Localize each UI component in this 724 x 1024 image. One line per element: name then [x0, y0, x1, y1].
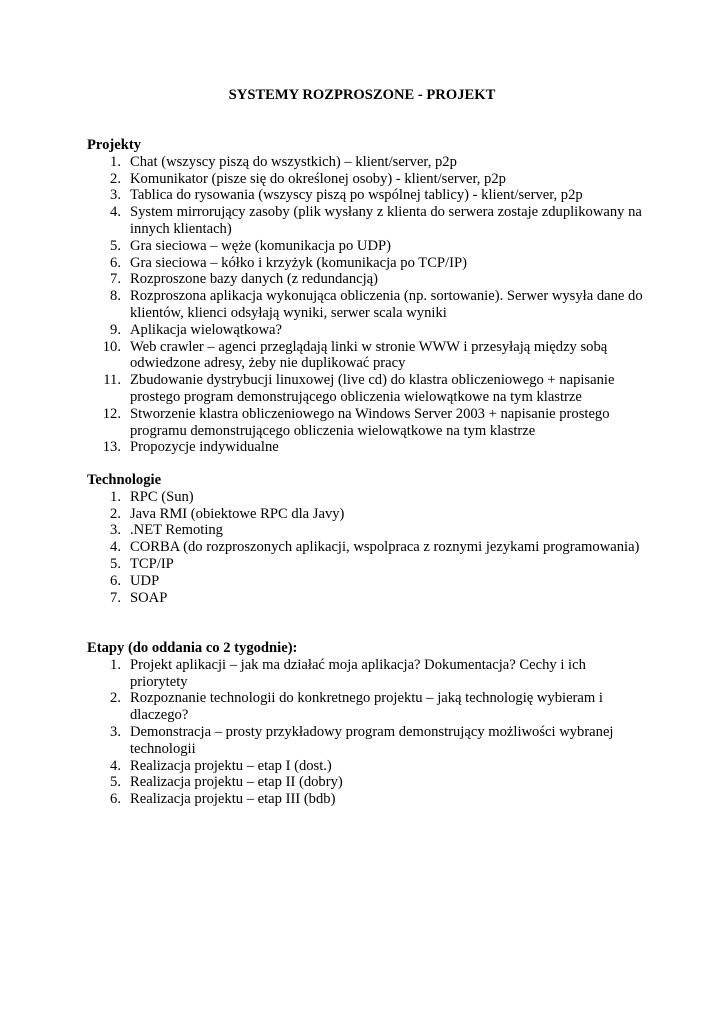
list-item-text: Web crawler – agenci przeglądają linki w stronie WWW i przesyłają między sobą odwiedzone adresy, żeby nie duplikować pracy	[130, 338, 608, 372]
list-item	[87, 171, 647, 188]
list-item-text: Propozycje indywidualne	[130, 439, 279, 456]
list-item-number: 5.	[110, 237, 121, 254]
list-item	[87, 791, 647, 808]
list-item	[87, 439, 647, 456]
list-item	[87, 187, 647, 204]
list-item-number: 6.	[110, 572, 121, 589]
list-item-number: 6.	[110, 254, 121, 271]
section-projekty	[87, 137, 647, 456]
list-item	[87, 406, 647, 440]
list-item-text: CORBA (do rozproszonych aplikacji, wspolpraca z roznymi jezykami programowania)	[130, 539, 640, 556]
list-item-text: Rozpoznanie technologii do konkretnego projektu – jaką technologię wybieram i dlaczego?	[130, 690, 603, 724]
list-item-number: 3.	[110, 187, 121, 204]
list-item	[87, 522, 647, 539]
list-item-number: 4.	[110, 539, 121, 556]
list-item-number: 8.	[110, 288, 121, 305]
list-item-number: 9.	[110, 321, 121, 338]
list-item	[87, 489, 647, 506]
list-item-text: Tablica do rysowania (wszyscy piszą po wspólnej tablicy) - klient/server, p2p	[130, 187, 583, 204]
list-item-number: 5.	[110, 555, 121, 572]
list-item	[87, 322, 647, 339]
list-item-text: SOAP	[130, 589, 168, 606]
list-item-text: Projekt aplikacji – jak ma działać moja aplikacja? Dokumentacja? Cechy i ich priorytety	[130, 656, 586, 690]
list-item	[87, 724, 647, 758]
list-item-number: 1.	[110, 656, 121, 673]
list-item-number: 2.	[110, 505, 121, 522]
section-heading-projekty: Projekty	[87, 137, 142, 153]
document-title: SYSTEMY ROZPROSZONE - PROJEKT	[228, 87, 496, 103]
list-item	[87, 774, 647, 791]
list-item-text: Stworzenie klastra obliczeniowego na Windows Server 2003 + napisanie prostego programu demonstrującego obliczenia wielowątkowe na tym klastrze	[130, 405, 610, 439]
list-item-number: 5.	[110, 774, 121, 791]
section-heading-etapy: Etapy (do oddania co 2 tygodnie):	[87, 640, 298, 656]
section-technologie	[87, 472, 647, 606]
list-item	[87, 204, 647, 238]
list-item-text: Chat (wszyscy piszą do wszystkich) – klient/server, p2p	[130, 153, 457, 170]
list-item	[87, 590, 647, 607]
list-item-number: 1.	[110, 153, 121, 170]
section-etapy	[87, 640, 647, 808]
list-item-text: Rozproszone bazy danych (z redundancją)	[130, 271, 378, 288]
list-item	[87, 506, 647, 523]
list-item	[87, 271, 647, 288]
list-etapy	[87, 657, 647, 808]
list-item-number: 2.	[110, 170, 121, 187]
list-item	[87, 238, 647, 255]
list-item-number: 1.	[110, 488, 121, 505]
list-item-text: Demonstracja – prosty przykładowy program demonstrujący możliwości wybranej technologii	[130, 723, 614, 757]
list-item-number: 3.	[110, 522, 121, 539]
list-item	[87, 288, 647, 322]
list-technologie	[87, 489, 647, 607]
list-item-number: 2.	[110, 690, 121, 707]
list-item-number: 4.	[110, 204, 121, 221]
list-item	[87, 372, 647, 406]
list-item-number: 7.	[110, 271, 121, 288]
list-item	[87, 539, 647, 556]
list-item-number: 12.	[102, 405, 121, 422]
list-item-number: 3.	[110, 723, 121, 740]
section-heading-technologie: Technologie	[87, 472, 162, 488]
list-item-text: Komunikator (pisze się do określonej osoby) - klient/server, p2p	[130, 170, 506, 187]
list-item-number: 4.	[110, 757, 121, 774]
list-item	[87, 657, 647, 691]
list-item-number: 13.	[102, 439, 121, 456]
list-item-text: Realizacja projektu – etap III (bdb)	[130, 791, 336, 808]
list-item-text: Zbudowanie dystrybucji linuxowej (live cd) do klastra obliczeniowego + napisanie prostego program demonstrującego obliczenia wielowątkowe na tym klastrze	[130, 372, 615, 405]
list-item-text: RPC (Sun)	[130, 488, 194, 505]
list-item	[87, 339, 647, 373]
list-item	[87, 573, 647, 590]
list-item-text: System mirrorujący zasoby (plik wysłany z klienta do serwera zostaje zduplikowany na innych klientach)	[130, 204, 642, 237]
list-item-number: 7.	[110, 589, 121, 606]
list-item-text: TCP/IP	[130, 555, 174, 572]
list-item-number: 10.	[102, 338, 121, 355]
list-item-text: Gra sieciowa – węże (komunikacja po UDP)	[130, 237, 391, 254]
list-projekty	[87, 154, 647, 456]
list-item	[87, 690, 647, 724]
list-item-text: Gra sieciowa – kółko i krzyżyk (komunikacja po TCP/IP)	[130, 254, 467, 271]
list-item-text: Java RMI (obiektowe RPC dla Javy)	[130, 505, 345, 522]
list-item	[87, 255, 647, 272]
list-item-text: UDP	[130, 572, 160, 589]
list-item-text: Realizacja projektu – etap I (dost.)	[130, 757, 332, 774]
list-item-text: .NET Remoting	[130, 522, 223, 539]
list-item-text: Aplikacja wielowątkowa?	[130, 321, 282, 338]
list-item-number: 11.	[103, 372, 121, 389]
list-item-number: 6.	[110, 791, 121, 808]
list-item	[87, 556, 647, 573]
list-item	[87, 154, 647, 171]
list-item-text: Rozproszona aplikacja wykonująca obliczenia (np. sortowanie). Serwer wysyła dane do klientów, klienci odsyłają wyniki, serwer scala wyniki	[130, 288, 643, 321]
list-item	[87, 758, 647, 775]
list-item-text: Realizacja projektu – etap II (dobry)	[130, 774, 343, 791]
